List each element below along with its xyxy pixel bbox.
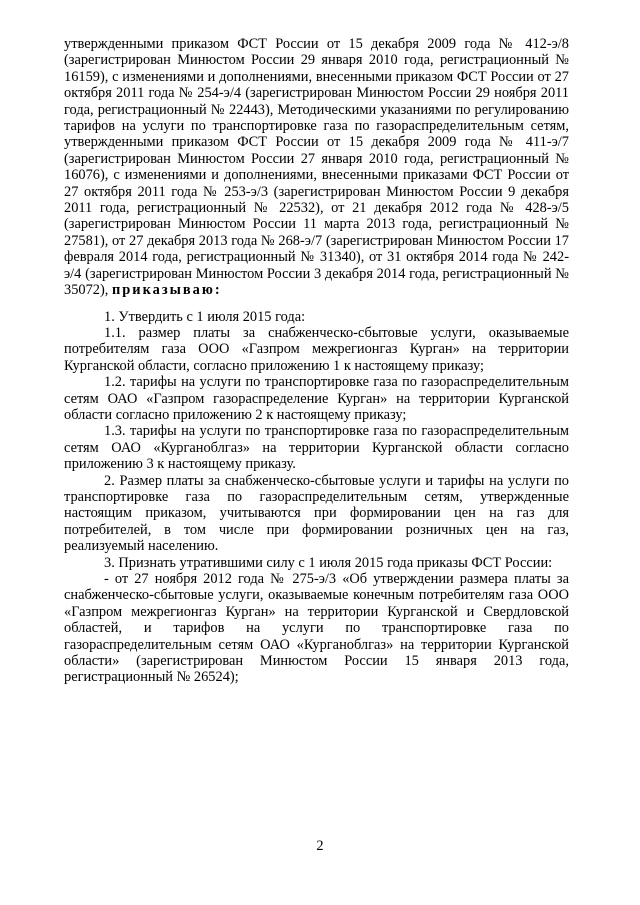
item-2: 2. Размер платы за снабженческо-сбытовые услуги и тарифы на услуги по транспортировке газа по газораспределительным сетям, утвержденные настоящим приказом, учитываются при формировании цен на газ для потребителей, в том числе при формировании розничных цен на газ, реализуемый населению. bbox=[64, 472, 569, 555]
page-number: 2 bbox=[316, 838, 324, 854]
item-3: 3. Признать утратившими силу с 1 июля 2015 года приказы ФСТ России: bbox=[104, 554, 553, 571]
item-3-a: - от 27 ноября 2012 года № 275-э/3 «Об утверждении размера платы за снабженческо-сбытовые услуги, оказываемые конечным потребителям газа ООО «Газпром межрегионгаз Курган» на территории Курганской и Свердловской областей, и тарифов на услуги по транспортировке газа по газораспределительным сетям ОАО «Курганоблгаз» на территории Курганской области» (зарегистрирован Минюстом России 15 января 2013 года, регистрационный № 26524); bbox=[64, 571, 569, 686]
item-1: 1. Утвердить с 1 июля 2015 года: bbox=[104, 308, 306, 325]
item-1-3: 1.3. тарифы на услуги по транспортировке газа по газораспределительным сетям ОАО «Курганоблгаз» на территории Курганской области согласно приложению 3 к настоящему приказу. bbox=[64, 423, 569, 473]
order-word: приказываю: bbox=[111, 282, 222, 299]
intro-text: утвержденными приказом ФСТ России от 15 декабря 2009 года № 412-э/8 (зарегистрирован Минюстом России 29 января 2010 года, регистрационный № 16159), с изменениями и дополнениями, внесенными приказом ФСТ России от 27 октября 2011 года № 254-э/4 (зарегистрирован Минюстом России 29 ноября 2011 года, регистрационный № 22443), Методическими указаниями по регулированию тарифов на услуги по транспортировке газа по газораспределительным сетям, утвержденными приказом ФСТ России от 15 декабря 2009 года № 411-э/7 (зарегистрирован Минюстом России 27 января 2010 года, регистрационный № 16076), с изменениями и дополнениями, внесенными приказами ФСТ России от 27 октября 2011 года № 253-э/3 (зарегистрирован Минюстом России 9 декабря 2011 года, регистрационный № 22532), от 21 декабря 2012 года № 428-э/5 (зарегистрирован Минюстом России 11 марта 2013 года, регистрационный № 27581), от 27 декабря 2013 года № 268-э/7 (зарегистрирован Минюстом России 17 февраля 2014 года, регистрационный № 31340), от 31 октября 2014 года № 242-э/4 (зарегистрирован Минюстом России 3 декабря 2014 года, регистрационный № 35072), bbox=[64, 36, 569, 299]
intro-paragraph bbox=[64, 36, 569, 299]
item-1-1: 1.1. размер платы за снабженческо-сбытовые услуги, оказываемые потребителям газа ООО «Газпром межрегионгаз Курган» на территории Курганской области, согласно приложению 1 к настоящему приказу; bbox=[64, 324, 569, 374]
item-1-2: 1.2. тарифы на услуги по транспортировке газа по газораспределительным сетям ОАО «Газпром газораспределение Курган» на территории Курганской области согласно приложению 2 к настоящему приказу; bbox=[64, 374, 569, 423]
document-body bbox=[64, 36, 569, 686]
